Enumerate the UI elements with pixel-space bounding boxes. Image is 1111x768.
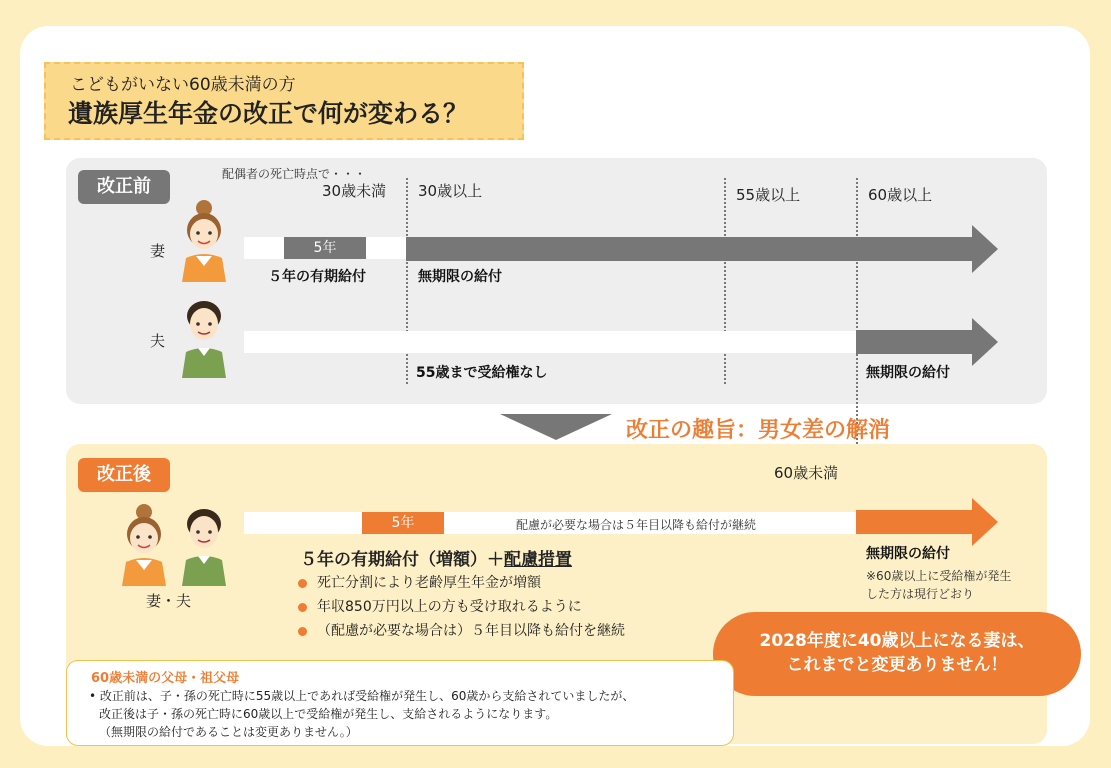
age-60-plus: 60歳以上 [868,186,933,204]
wife-avatar-icon [176,196,232,282]
husband-avatar-icon [176,296,232,378]
page-title: 遺族厚生年金の改正で何が変わる？ [68,99,469,128]
bullet-text: 年収850万円以上の方も受け取れるように [317,599,582,615]
note-title: 60歳未満の父母・祖父母 [91,671,240,686]
bullet-dot-icon [298,603,307,612]
callout-line-2: これまでと変更ありません！ [786,655,1008,675]
spouse-death-note: 配偶者の死亡時点で・・・ [222,167,367,181]
after-unlimited-label: 無期限の給付 [866,546,950,562]
bullet-dot-icon [298,579,307,588]
divider-30 [406,178,408,384]
bullet-text: 死亡分割により老齢厚生年金が増額 [317,575,541,591]
note-line-2: 改正後は子・孫の死亡時に60歳以上で受給権が発生し、支給されるようになります。 [99,707,558,721]
bullet-text: （配慮が必要な場合は）５年目以降も給付を継続 [317,623,625,639]
reform-purpose: 改正の趣旨：男女差の解消 [626,418,891,443]
after-five-year-block: 5年 [362,512,444,534]
husband-avatar-after-icon [176,504,232,586]
husband-unlimited-arrow [856,318,1000,366]
age-30-plus: 30歳以上 [418,182,483,200]
before-tag: 改正前 [78,170,170,204]
consideration-note: 配慮が必要な場合は５年目以降も給付が継続 [516,518,757,532]
wife-avatar-after-icon [116,500,172,586]
page-subtitle: こどもがいない60歳未満の方 [70,75,296,95]
husband-label: 夫 [150,332,166,350]
grandparents-note [66,660,734,746]
husband-unlimited-label: 無期限の給付 [866,365,950,381]
age-under-30: 30歳未満 [322,182,387,200]
bullet-item [298,596,582,616]
callout-line-1: 2028年度に40歳以上になる妻は、 [759,631,1035,651]
bullet-item [298,572,541,592]
bullet-dot-icon [298,627,307,636]
after-heading-underline: 配慮措置 [504,550,572,570]
callout-bubble [713,612,1081,696]
divider-55 [724,178,726,384]
after-heading-main: ５年の有期給付（増額）＋ [300,550,504,570]
after-unlimited-arrow [856,498,1000,546]
wife-five-year-block: 5年 [284,237,366,259]
bullet-item [298,620,625,640]
husband-none-label: 55歳まで受給権なし [416,365,548,381]
age-under-60: 60歳未満 [774,464,839,482]
note-line-1: • 改正前は、子・孫の死亡時に55歳以上であれば受給権が発生し、60歳から支給されていましたが、 [89,689,635,703]
after-unlimited-note-2: した方は現行どおり [866,587,975,601]
age-55-plus: 55歳以上 [736,186,801,204]
couple-label: 妻・夫 [146,592,192,610]
wife-unlimited-label: 無期限の給付 [418,269,502,285]
note-line-3: （無期限の給付であることは変更ありません。） [99,725,358,739]
title-box [44,62,524,140]
husband-no-right-bar [244,331,856,353]
wife-fixed-label: ５年の有期給付 [268,269,366,285]
down-arrow-icon [500,414,612,440]
wife-label: 妻 [150,242,166,260]
after-unlimited-note-1: ※60歳以上に受給権が発生 [866,569,1012,583]
after-heading [300,545,572,570]
after-tag: 改正後 [78,458,170,492]
